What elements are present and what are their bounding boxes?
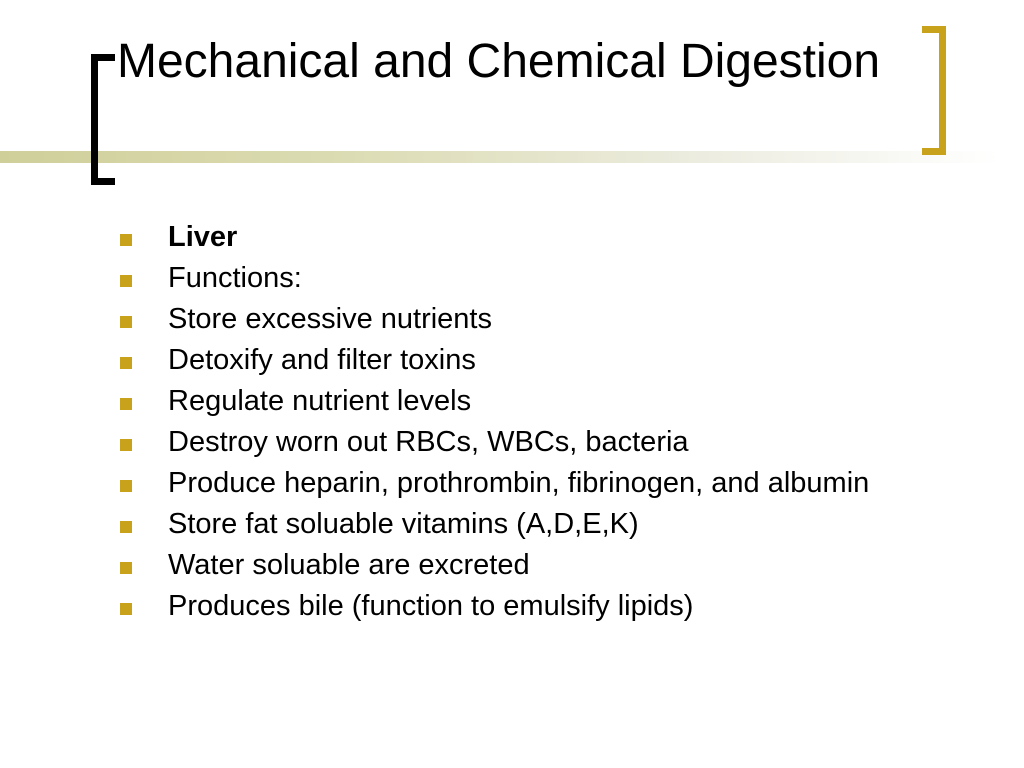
bullet-text: Destroy worn out RBCs, WBCs, bacteria xyxy=(168,426,689,458)
bullet-item xyxy=(118,345,918,376)
square-bullet-icon xyxy=(120,521,132,533)
bullet-text: Produce heparin, prothrombin, fibrinogen, and albumin xyxy=(168,467,870,499)
bullet-text: Store excessive nutrients xyxy=(168,303,492,335)
square-bullet-icon xyxy=(120,234,132,246)
square-bullet-icon xyxy=(120,562,132,574)
square-bullet-icon xyxy=(120,398,132,410)
bullet-text: Detoxify and filter toxins xyxy=(168,344,476,376)
square-bullet-icon xyxy=(120,275,132,287)
bullet-item xyxy=(118,591,918,622)
bullet-text: Store fat soluable vitamins (A,D,E,K) xyxy=(168,508,639,540)
bullet-item xyxy=(118,468,918,499)
bullet-item xyxy=(118,386,918,417)
bullet-item xyxy=(118,509,918,540)
bullet-item xyxy=(118,222,918,253)
title-underline-band xyxy=(0,151,1000,163)
bullet-text: Liver xyxy=(168,221,238,253)
bullet-item xyxy=(118,304,918,335)
bullet-text: Produces bile (function to emulsify lipids) xyxy=(168,590,694,622)
bullet-list xyxy=(118,222,918,632)
square-bullet-icon xyxy=(120,603,132,615)
bullet-text: Functions: xyxy=(168,262,302,294)
bullet-item xyxy=(118,427,918,458)
square-bullet-icon xyxy=(120,357,132,369)
slide-title: Mechanical and Chemical Digestion xyxy=(117,35,881,88)
square-bullet-icon xyxy=(120,439,132,451)
bullet-item xyxy=(118,550,918,581)
bullet-text: Regulate nutrient levels xyxy=(168,385,472,417)
bullet-item xyxy=(118,263,918,294)
left-bracket-decoration xyxy=(91,54,115,185)
square-bullet-icon xyxy=(120,316,132,328)
bullet-text: Water soluable are excreted xyxy=(168,549,530,581)
square-bullet-icon xyxy=(120,480,132,492)
right-bracket-decoration xyxy=(922,26,946,155)
